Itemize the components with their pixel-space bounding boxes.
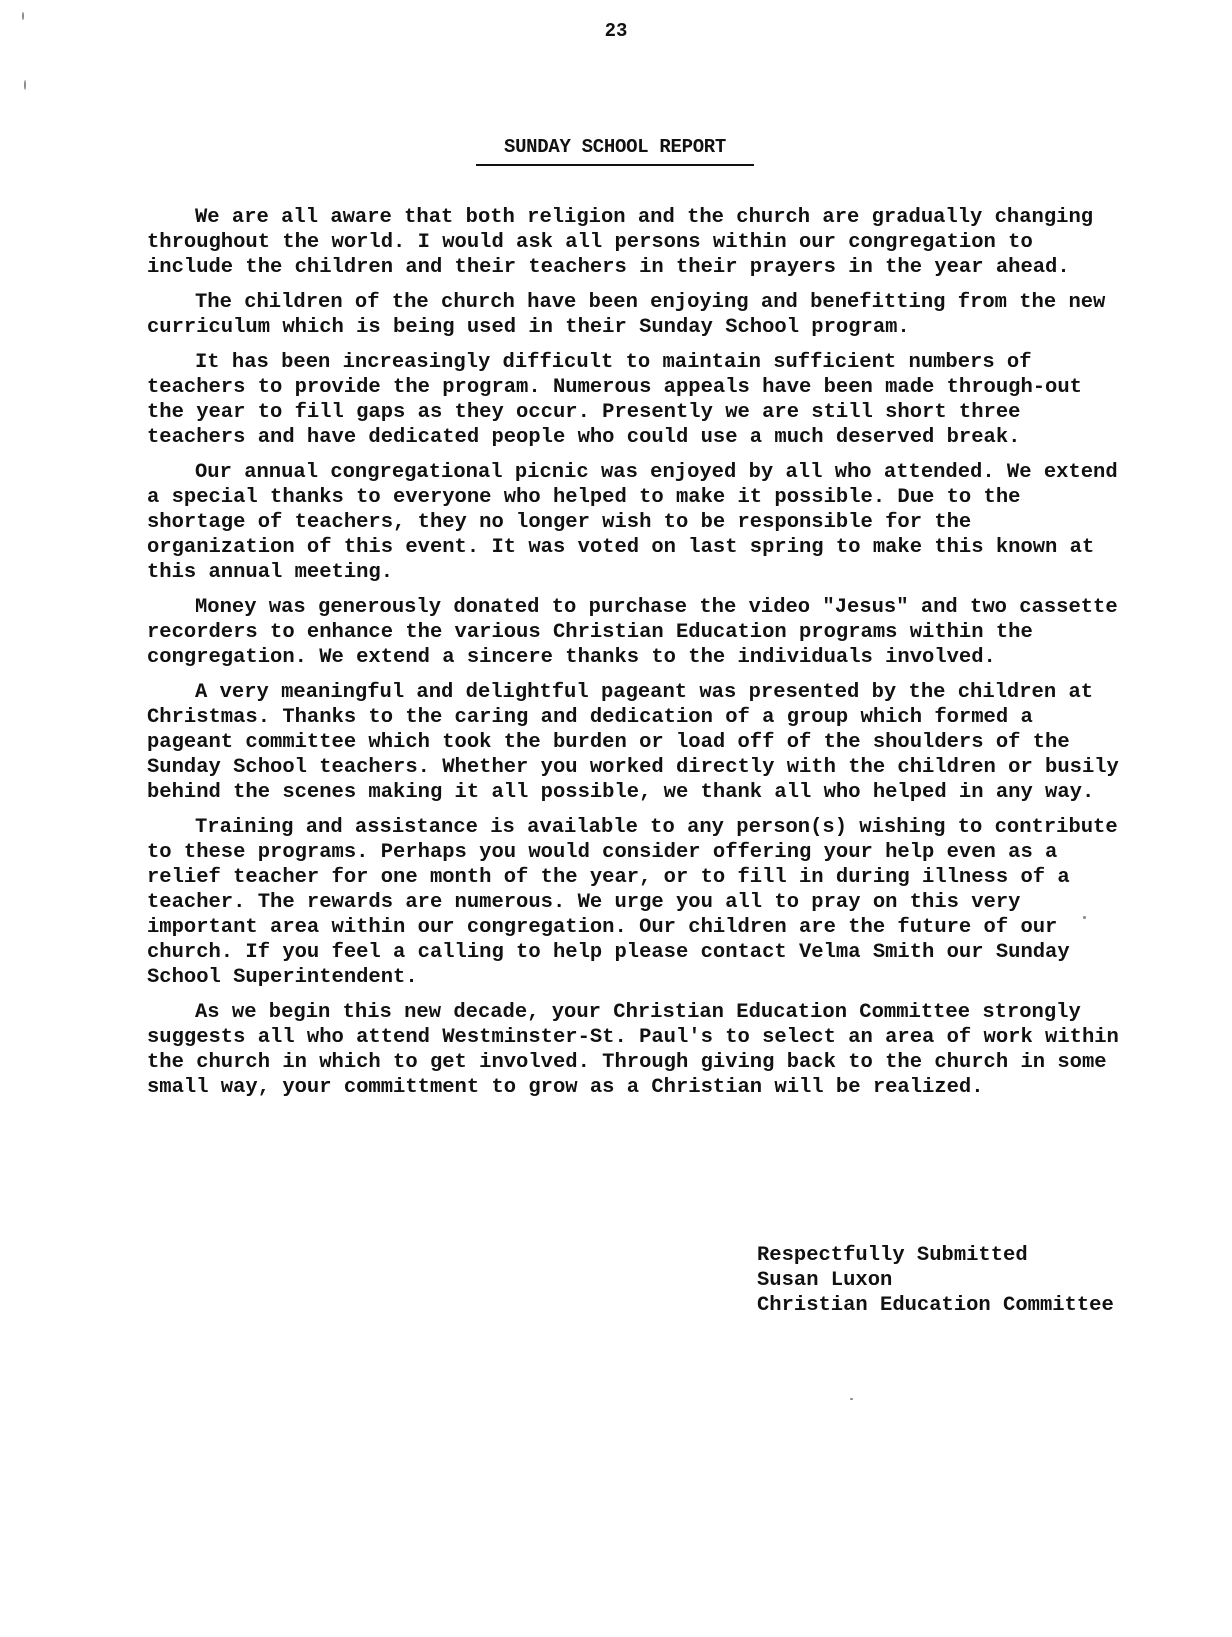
report-title-container	[476, 136, 754, 166]
report-title: SUNDAY SCHOOL REPORT	[476, 136, 754, 166]
scan-speck	[1083, 916, 1086, 919]
paragraph-4: Our annual congregational picnic was enjoyed by all who attended. We extend a special thanks to everyone who helped to make it possible. Due to the shortage of teachers, they no longer wish to be responsible for the organization of this event. It was voted on last spring to make this known at this annual meeting.	[147, 461, 1118, 584]
signature-committee: Christian Education Committee	[757, 1294, 1114, 1317]
paragraph-5: Money was generously donated to purchase the video "Jesus" and two cassette recorders to enhance the various Christian Education programs within the congregation. We extend a sincere thanks to the individuals involved.	[147, 596, 1118, 669]
signature-closing: Respectfully Submitted	[757, 1244, 1028, 1267]
paragraph-1: We are all aware that both religion and the church are gradually changing throughout the world. I would ask all persons within our congregation to include the children and their teachers in their prayers in the year ahead.	[147, 206, 1094, 279]
signature-block	[757, 1243, 1114, 1318]
scan-speck	[24, 80, 26, 90]
scan-speck	[850, 1398, 853, 1400]
report-body	[147, 205, 1122, 1110]
paragraph-7: Training and assistance is available to any person(s) wishing to contribute to these programs. Perhaps you would consider offering your help even as a relief teacher for one month of the year, or to fill in during illness of a teacher. The rewards are numerous. We urge you all to pray on this very important area within our congregation. Our children are the future of our church. If you feel a calling to help please contact Velma Smith our Sunday School Superintendent.	[147, 816, 1118, 989]
paragraph-2: The children of the church have been enjoying and benefitting from the new curriculum which is being used in their Sunday School program.	[147, 291, 1106, 339]
page-number: 23	[604, 20, 628, 42]
signature-name: Susan Luxon	[757, 1269, 893, 1292]
paragraph-3: It has been increasingly difficult to maintain sufficient numbers of teachers to provide the program. Numerous appeals have been made through-out the year to fill gaps as they occur. Presently we are still short three teachers and have dedicated people who could use a much deserved break.	[147, 351, 1082, 449]
paragraph-8: As we begin this new decade, your Christian Education Committee strongly suggests all who attend Westminster-St. Paul's to select an area of work within the church in which to get involved. Through giving back to the church in some small way, your committment to grow as a Christian will be realized.	[147, 1001, 1119, 1099]
paragraph-6: A very meaningful and delightful pageant was presented by the children at Christmas. Thanks to the caring and dedication of a group which formed a pageant committee which took the burden or load off of the shoulders of the Sunday School teachers. Whether you worked directly with the children or busily behind the scenes making it all possible, we thank all who helped in any way.	[147, 681, 1119, 804]
scan-speck	[22, 12, 24, 20]
